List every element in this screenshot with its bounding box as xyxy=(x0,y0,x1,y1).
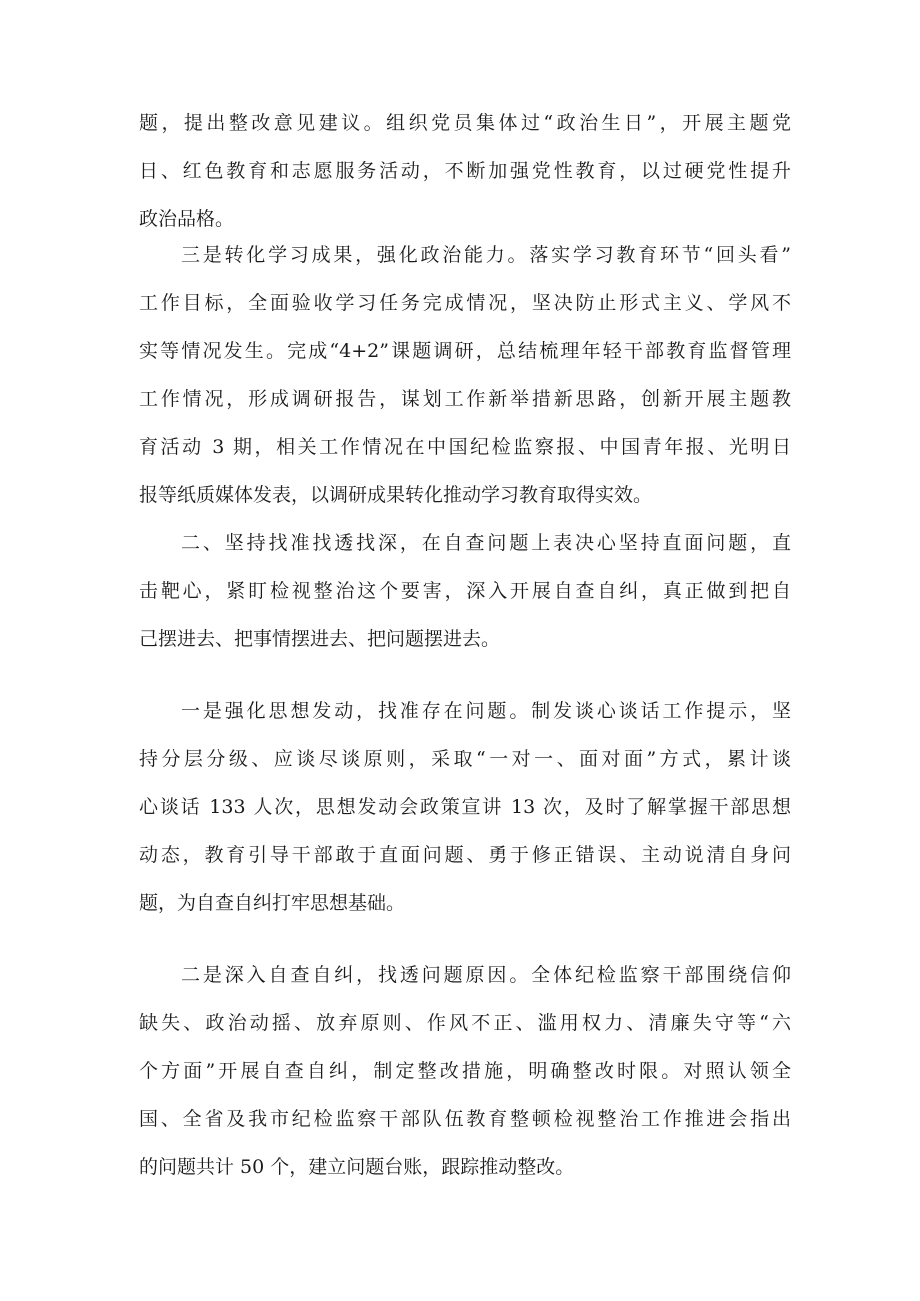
text-line: 国、全省及我市纪检监察干部队伍教育整顿检视整治工作推进会指出 xyxy=(139,1108,791,1130)
text-line: 心谈话 133 人次，思想发动会政策宣讲 13 次，及时了解掌握干部思想 xyxy=(139,796,791,818)
text-line: 二是深入自查自纠，找透问题原因。全体纪检监察干部围绕信仰 xyxy=(181,964,791,986)
paragraph-section-two-heading xyxy=(139,519,791,663)
text-line: 报等纸质媒体发表，以调研成果转化推动学习教育取得实效。 xyxy=(139,484,653,506)
text-line: 实等情况发生。完成“4+2”课题调研，总结梳理年轻干部教育监督管理 xyxy=(139,340,791,362)
text-line: 日、红色教育和志愿服务活动，不断加强党性教育，以过硬党性提升 xyxy=(139,160,791,182)
text-line: 工作情况，形成调研报告，谋划工作新举措新思路，创新开展主题教 xyxy=(139,388,791,410)
text-line: 政治品格。 xyxy=(139,208,235,230)
text-line: 己摆进去、把事情摆进去、把问题摆进去。 xyxy=(139,628,501,650)
text-line: 的问题共计 50 个，建立问题台账，跟踪推动整改。 xyxy=(139,1156,575,1178)
paragraph-continuation xyxy=(139,99,791,243)
paragraph-third-point xyxy=(139,231,791,519)
text-line: 持分层分级、应谈尽谈原则，采取“一对一、面对面”方式，累计谈 xyxy=(139,748,791,770)
text-line: 工作目标，全面验收学习任务完成情况，坚决防止形式主义、学风不 xyxy=(139,292,791,314)
text-line: 二、坚持找准找透找深，在自查问题上表决心坚持直面问题，直 xyxy=(181,532,791,554)
text-line: 题，提出整改意见建议。组织党员集体过“政治生日”，开展主题党 xyxy=(139,112,791,134)
text-line: 三是转化学习成果，强化政治能力。落实学习教育环节“回头看” xyxy=(181,244,791,266)
text-line: 缺失、政治动摇、放弃原则、作风不正、滥用权力、清廉失守等“六 xyxy=(139,1012,791,1034)
paragraph-second-point xyxy=(139,951,791,1191)
paragraph-first-point xyxy=(139,687,791,927)
text-line: 一是强化思想发动，找准存在问题。制发谈心谈话工作提示，坚 xyxy=(181,700,791,722)
text-line: 题，为自查自纠打牢思想基础。 xyxy=(139,892,406,914)
text-line: 个方面”开展自查自纠，制定整改措施，明确整改时限。对照认领全 xyxy=(139,1060,791,1082)
text-line: 育活动 3 期，相关工作情况在中国纪检监察报、中国青年报、光明日 xyxy=(139,436,791,458)
text-line: 击靶心，紧盯检视整治这个要害，深入开展自查自纠，真正做到把自 xyxy=(139,580,791,602)
text-line: 动态，教育引导干部敢于直面问题、勇于修正错误、主动说清自身问 xyxy=(139,844,791,866)
